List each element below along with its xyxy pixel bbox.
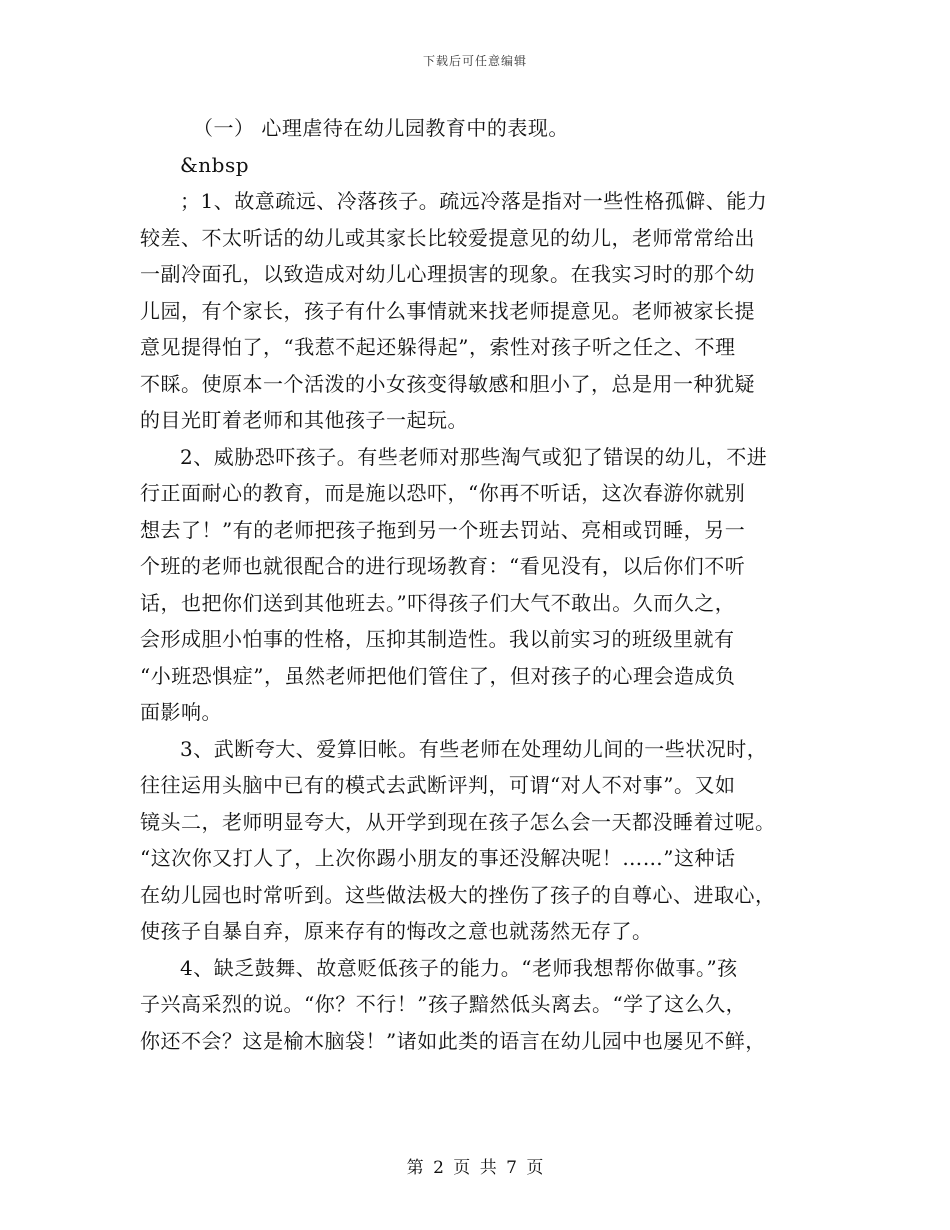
paragraph-3-line: 往往运用头脑中已有的模式去武断评判，可谓“对人不对事”。又如 xyxy=(140,773,736,797)
page-header: 下载后可任意编辑 xyxy=(422,54,527,68)
paragraph-3-line: 镜头二，老师明显夸大，从开学到现在孩子怎么会一天都没睡着过呢。 xyxy=(140,809,776,834)
section-heading: （一） 心理虐待在幼儿园教育中的表现。 xyxy=(193,116,569,140)
paragraph-4-line: 子兴高采烈的说。“你？不行！”孩子黯然低头离去。“学了这么久， xyxy=(140,992,747,1016)
paragraph-3-line: 在幼儿园也时常听到。这些做法极大的挫伤了孩子的自尊心、进取心， xyxy=(140,882,776,907)
paragraph-1-line: 一副冷面孔，以致造成对幼儿心理损害的现象。在我实习时的那个幼 xyxy=(140,262,755,286)
text-line: &nbsp xyxy=(180,152,250,177)
document-body xyxy=(140,110,812,1059)
paragraph-1-line: 儿园，有个家长，孩子有什么事情就来找老师提意见。老师被家长提 xyxy=(140,298,755,323)
paragraph-2-line: “小班恐惧症”，虽然老师把他们管住了，但对孩子的心理会造成负 xyxy=(140,663,736,688)
paragraph-4-line: 4、缺乏鼓舞、故意贬低孩子的能力。“老师我想帮你做事。”孩 xyxy=(180,955,738,980)
paragraph-2-line: 话，也把你们送到其他班去。”吓得孩子们大气不敢出。久而久之， xyxy=(140,590,736,615)
paragraph-1-line: 的目光盯着老师和其他孩子一起玩。 xyxy=(140,408,468,432)
paragraph-2-line: 会形成胆小怕事的性格，压抑其制造性。我以前实习的班级里就有 xyxy=(140,627,735,651)
paragraph-1-line: 意见提得怕了，“我惹不起还躲得起”，索性对孩子听之任之、不理 xyxy=(140,335,736,359)
paragraph-3-line: “这次你又打人了，上次你踢小朋友的事还没解决呢！……”这种话 xyxy=(140,846,736,870)
paragraph-2-line: 个班的老师也就很配合的进行现场教育：“看见没有，以后你们不听 xyxy=(140,554,746,578)
page-footer: 第 2 页 共 7 页 xyxy=(406,1158,544,1178)
paragraph-4-line: 你还不会？这是榆木脑袋！”诸如此类的语言在幼儿园中也屡见不鲜， xyxy=(140,1028,766,1053)
paragraph-1-line: 不睬。使原本一个活泼的小女孩变得敏感和胆小了，总是用一种犹疑 xyxy=(140,371,755,396)
paragraph-3-line: 3、武断夸大、爱算旧帐。有些老师在处理幼儿间的一些状况时， xyxy=(180,736,768,761)
paragraph-2-line: 行正面耐心的教育，而是施以恐吓，“你再不听话，这次春游你就别 xyxy=(140,481,746,505)
paragraph-1-line: 较差、不太听话的幼儿或其家长比较爱提意见的幼儿，老师常常给出 xyxy=(140,225,755,250)
paragraph-1-line: ；1、故意疏远、冷落孩子。疏远冷落是指对一些性格孤僻、能力 xyxy=(180,189,768,213)
paragraph-2-line: 想去了！”有的老师把孩子拖到另一个班去罚站、亮相或罚睡，另一 xyxy=(140,517,746,542)
paragraph-2-line: 面影响。 xyxy=(140,700,222,724)
paragraph-3-line: 使孩子自暴自弃，原来存有的悔改之意也就荡然无存了。 xyxy=(140,919,653,943)
paragraph-2-line: 2、威胁恐吓孩子。有些老师对那些淘气或犯了错误的幼儿，不进 xyxy=(180,444,768,469)
